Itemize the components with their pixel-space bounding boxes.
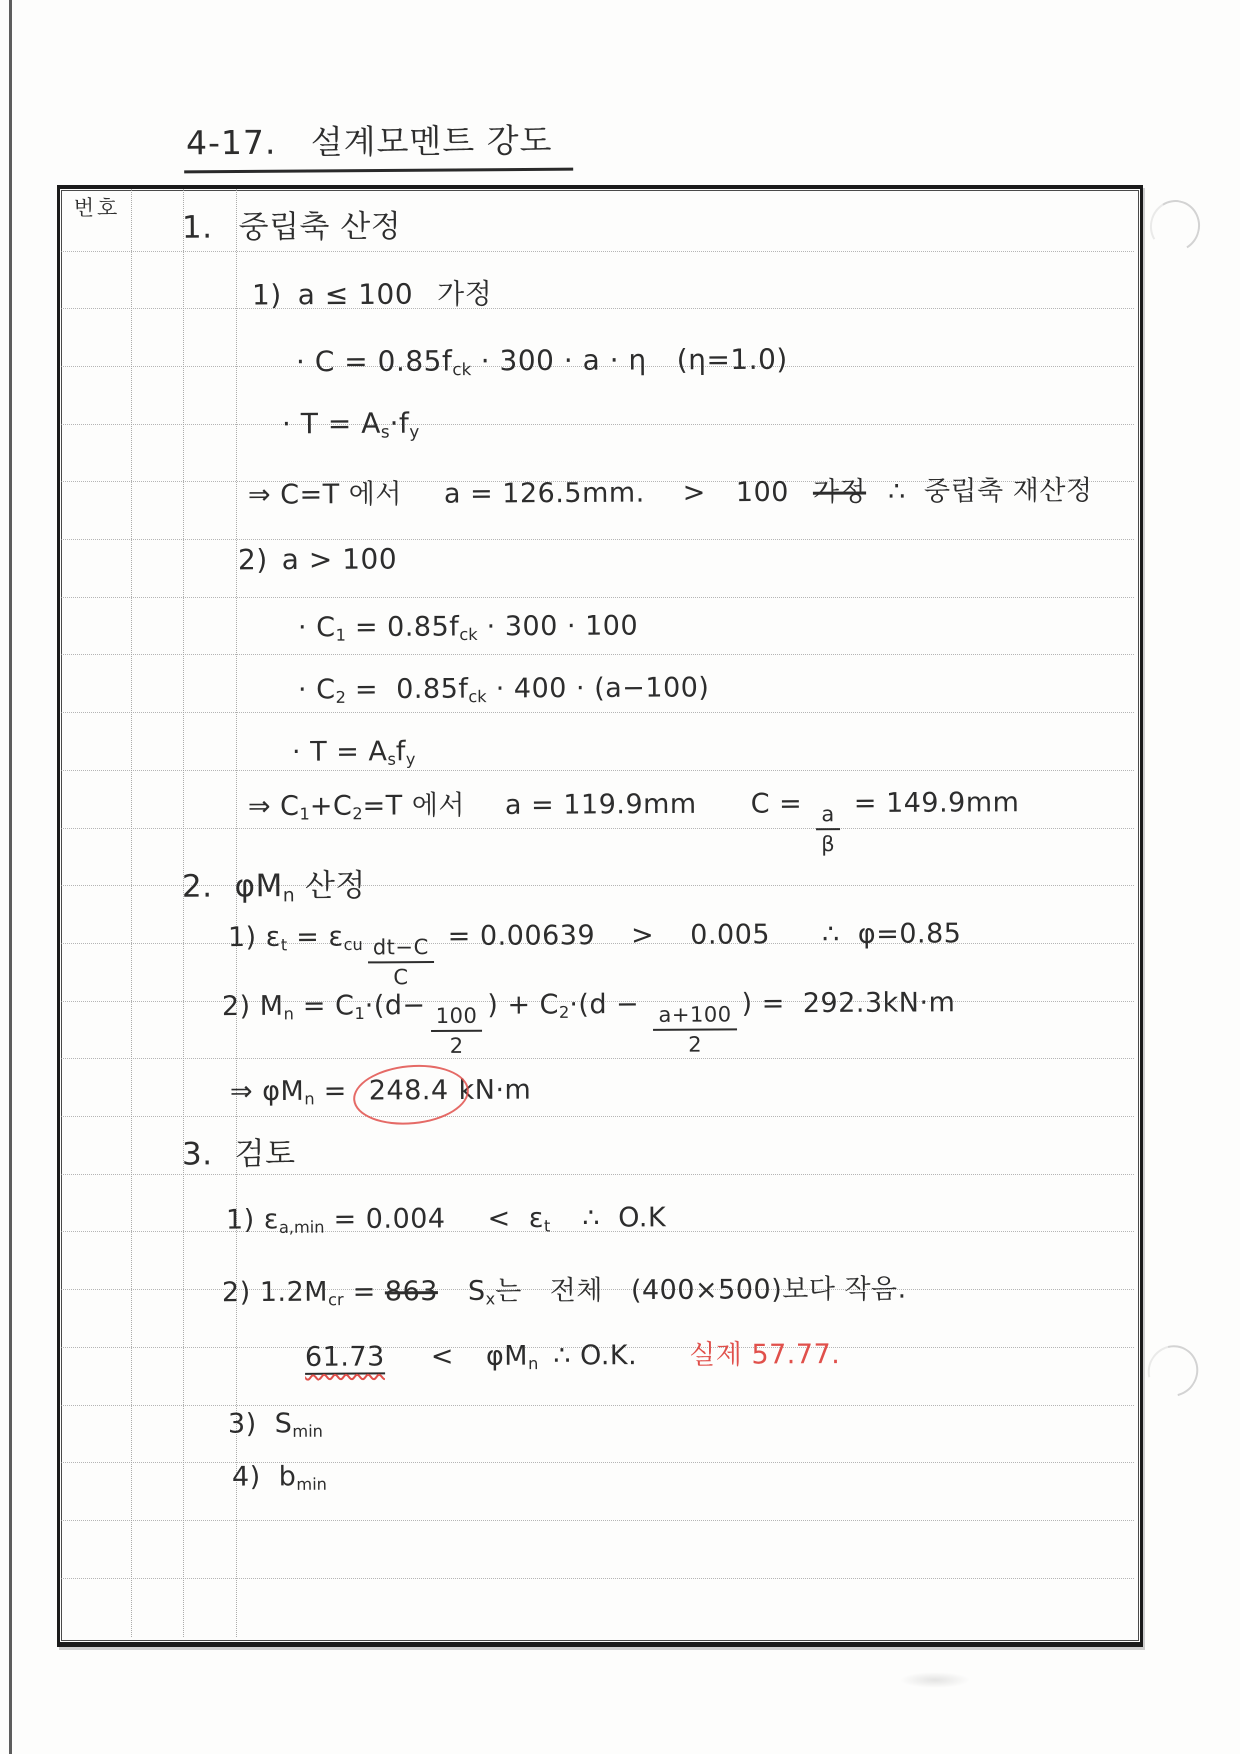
text-segment: 863 [384, 1276, 439, 1308]
note-line [232, 1461, 327, 1495]
text-segment: > [631, 919, 655, 952]
text-segment: = C [293, 990, 355, 1022]
ruled-line [61, 1462, 1134, 1463]
text-segment: 2. [181, 868, 213, 905]
text-segment: 가정 [437, 277, 493, 311]
note-line [182, 210, 401, 247]
note-line [222, 987, 956, 1056]
note-line [228, 1408, 323, 1442]
text-segment: 중립축 산정 [238, 208, 402, 246]
text-segment: t [280, 935, 288, 955]
text-segment: ∴ 중립축 재산정 [888, 475, 1093, 508]
text-segment: n [304, 1089, 315, 1109]
text-segment: 292.3kN·m [802, 987, 956, 1020]
ruled-line [61, 1174, 1134, 1175]
text-segment: 1 [354, 1003, 365, 1023]
note-line [248, 787, 1020, 857]
text-segment: = 0.004 [324, 1203, 446, 1236]
text-segment: s [380, 421, 390, 442]
text-segment: 1. [181, 209, 213, 246]
text-segment: 1) [251, 278, 282, 312]
note-line [298, 672, 710, 707]
note-line [292, 736, 416, 770]
text-segment: 는 [495, 1275, 522, 1307]
note-line [182, 1137, 296, 1173]
note-line [226, 1202, 666, 1237]
text-segment: 2 [352, 804, 363, 824]
text-segment: a > 100 [281, 542, 398, 577]
text-segment: cu [343, 934, 363, 955]
column-line [131, 189, 132, 1637]
text-segment: < [430, 1341, 454, 1373]
text-segment: · C [297, 612, 336, 644]
text-segment: = 149.9mm [844, 787, 1020, 820]
text-segment: = 0.85f [345, 673, 469, 706]
text-segment: = 0.00639 [438, 920, 596, 953]
text-segment: = [314, 1075, 347, 1107]
note-line [238, 543, 397, 576]
text-segment: ·(d− [364, 990, 426, 1022]
text-segment: > [682, 477, 706, 509]
text-segment: (400×500)보다 작음. [630, 1273, 907, 1307]
text-segment: 3. [181, 1136, 213, 1173]
text-segment: a,min [278, 1217, 325, 1237]
text-segment: · C = 0.85f [295, 344, 453, 379]
text-segment: 61.73 [304, 1341, 385, 1373]
text-segment: kN·m [458, 1074, 532, 1107]
ruled-line [61, 251, 1134, 252]
text-segment: 실제 57.77. [689, 1339, 841, 1371]
text-segment: (η=1.0) [676, 342, 788, 377]
text-segment: cr [328, 1290, 344, 1310]
binder-ring-mark [1144, 195, 1205, 258]
text-segment: · T = A [291, 736, 388, 768]
text-segment: t [543, 1216, 551, 1236]
text-segment: φM [234, 868, 283, 905]
ruled-line [61, 597, 1134, 598]
text-segment: ⇒ C [247, 790, 300, 823]
text-segment: < ε [487, 1202, 545, 1235]
note-line [282, 408, 419, 443]
text-segment: 3) [227, 1408, 257, 1440]
notes-table [57, 185, 1143, 1647]
text-segment: 248.4 [363, 1075, 455, 1107]
fraction: $\frac{100}{2}$ [431, 1005, 483, 1055]
column-line [183, 189, 184, 1637]
text-segment: ) = [741, 988, 785, 1020]
text-segment: n [283, 1004, 294, 1024]
text-segment: ⇒ φM [229, 1075, 305, 1108]
text-segment: a ≤ 100 [297, 277, 414, 312]
text-segment: y [409, 421, 420, 442]
text-segment: a = 119.9mm [504, 788, 697, 821]
ruled-line [61, 1405, 1134, 1406]
ruled-line [61, 654, 1134, 655]
text-segment: ·(d − [569, 988, 649, 1021]
page-title: 4-17. 설계모멘트 강도 [184, 115, 573, 174]
text-segment: · 300 · 100 [477, 610, 639, 643]
text-segment: b [278, 1461, 297, 1493]
text-segment: a = 126.5mm. [443, 477, 645, 510]
text-segment: 0.005 [690, 919, 771, 951]
ruled-line [61, 712, 1134, 713]
text-segment: 2) M [221, 990, 284, 1023]
text-segment: · 300 · a · η [471, 343, 647, 378]
text-segment: 2) [237, 543, 268, 577]
text-segment: min [292, 1421, 323, 1441]
ruled-line [61, 424, 1134, 425]
text-segment: · C [297, 674, 336, 706]
text-segment: 산정 [294, 867, 366, 905]
text-segment: min [296, 1474, 327, 1494]
text-segment: s [387, 749, 396, 769]
note-line [230, 1075, 531, 1110]
note-line [252, 278, 492, 311]
fraction: $\frac{a}{\beta}$ [816, 804, 840, 854]
text-segment: 가정 [812, 476, 867, 508]
text-segment: = ε [287, 921, 344, 953]
text-segment: f [395, 736, 406, 768]
text-segment: C = [750, 788, 812, 820]
text-segment: · 400 · (a−100) [486, 672, 710, 705]
text-segment: ∴ O.K [582, 1202, 667, 1234]
text-segment: ck [452, 359, 472, 380]
text-segment: 1 [335, 625, 346, 645]
text-segment: 1) ε [227, 921, 281, 954]
ruled-line [61, 539, 1134, 540]
text-segment: +C [309, 790, 353, 822]
text-segment: =T 에서 [362, 790, 466, 822]
note-line [182, 869, 366, 908]
ruled-line [61, 1116, 1134, 1117]
text-segment: ) + C [487, 989, 560, 1021]
text-segment: S [467, 1275, 486, 1307]
note-line [248, 475, 1093, 510]
text-segment: 1) ε [225, 1204, 279, 1236]
note-line [305, 1339, 840, 1375]
note-line [298, 611, 638, 646]
row-number-header: 번호 [73, 197, 121, 220]
note-line [228, 918, 962, 987]
text-segment: 1 [299, 804, 310, 824]
text-segment: φM [485, 1340, 529, 1372]
text-segment: ·f [389, 406, 410, 440]
text-segment: 4) [231, 1461, 261, 1493]
note-line [222, 1274, 907, 1311]
fraction: $\frac{dt-C}{C}$ [368, 937, 434, 987]
text-segment: ck [459, 624, 478, 644]
note-line [296, 344, 788, 381]
text-segment: 전체 [549, 1275, 604, 1307]
text-segment: · T = A [281, 406, 381, 441]
scan-smudge [900, 1672, 970, 1688]
text-segment: 2 [558, 1002, 570, 1022]
text-segment: y [405, 749, 416, 769]
ruled-line [61, 308, 1134, 309]
ruled-line [61, 1578, 1134, 1579]
ruled-line [61, 1058, 1134, 1059]
scan-edge [9, 0, 12, 1754]
ruled-line [61, 1520, 1134, 1521]
text-segment: S [274, 1408, 293, 1440]
text-segment: 검토 [234, 1135, 296, 1173]
text-segment: 100 [735, 476, 790, 509]
fraction: $\frac{a+100}{2}$ [653, 1004, 736, 1055]
text-segment: ⇒ C=T 에서 [247, 478, 403, 511]
text-segment: = 0.85f [345, 611, 460, 644]
text-segment: 2 [335, 687, 346, 707]
text-segment: n [528, 1354, 539, 1374]
text-segment: ck [468, 687, 487, 707]
binder-ring-mark [1138, 1336, 1208, 1407]
text-segment: x [485, 1289, 496, 1309]
text-segment: ∴ φ=0.85 [821, 918, 962, 951]
text-segment: n [282, 885, 295, 907]
ruled-line [61, 770, 1134, 771]
text-segment: = [343, 1276, 385, 1308]
text-segment: 2) 1.2M [221, 1276, 329, 1309]
text-segment: ∴ O.K. [544, 1340, 638, 1372]
